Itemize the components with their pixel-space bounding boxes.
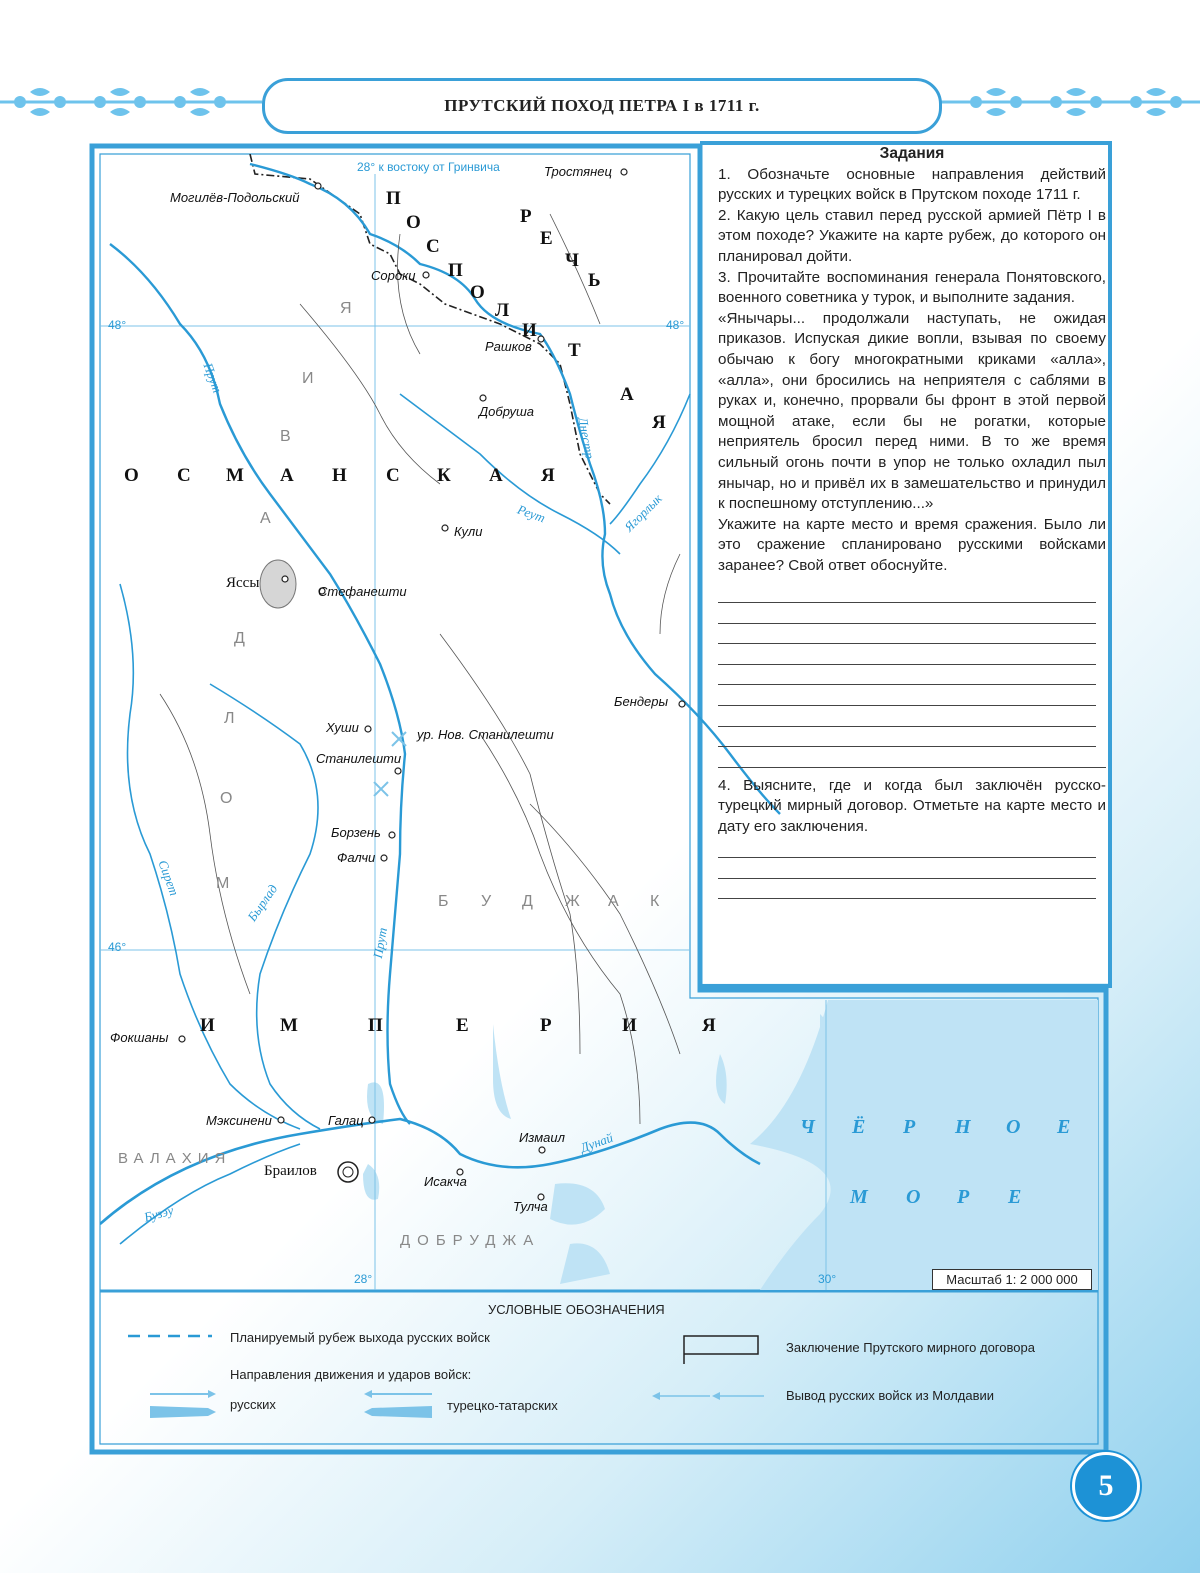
pospolitaya-letter-8: Т (568, 340, 581, 361)
sea2-letter-3: Р (957, 1186, 970, 1208)
pospolitaya-letter-5: О (470, 282, 485, 303)
city-dobrusha: Добруша (479, 404, 535, 419)
pospolitaya-letter-6: Л (495, 300, 510, 321)
city-mogilev: Могилёв-Подольский (170, 190, 300, 205)
brailov-fortress (338, 1162, 358, 1182)
legend-withdrawal: Вывод русских войск из Молдавии (786, 1388, 995, 1403)
river-dunay (100, 1119, 760, 1224)
sea2-letter-1: М (850, 1186, 868, 1208)
task-3-quote: «Янычары... продолжали наступать, не ожидая приказов. Испуская дикие вопли, взывая по своему обычаю к богу многократными криками «алла», «алла», они бросились на неприятеля с саблями в руках и, конечно, прорвали бы фронт в этой первой мощной атаке, если бы не рогатки, которые неприятель бросил перед ними. В то же время сильный огонь почти в упор не только охладил пыл янычар, но и привёл их в замешательство и принудил к поспешному отступлению...» (718, 309, 1106, 513)
city-bendery: Бендеры (614, 694, 669, 709)
osmanskaya-letter-5: Н (332, 465, 347, 486)
osmanskaya-letter-6: С (386, 465, 400, 486)
city-trostyanets: Тростянец (544, 164, 612, 179)
city-izmail: Измаил (519, 1130, 565, 1145)
budzhak-letter-4: Ж (565, 893, 580, 910)
scale-label: Масштаб 1: 2 000 000 (932, 1269, 1092, 1290)
russian-arrow-symbol (150, 1390, 216, 1418)
imperiya-letter-6: И (622, 1015, 637, 1036)
answer-line[interactable] (718, 582, 1096, 603)
budzhak-letter-5: А (608, 893, 619, 910)
imperiya-letter-5: Р (540, 1015, 552, 1036)
pospolitaya-letter-9: А (620, 384, 634, 405)
budzhak-letter-6: К (650, 893, 660, 910)
lon30-label: 30° (818, 1272, 837, 1286)
legend-title: УСЛОВНЫЕ ОБОЗНАЧЕНИЯ (488, 1302, 665, 1317)
task-4: 4. Выясните, где и когда был заключён русско-турецкий мирный договор. Отметьте на карте место и дату его заключения. (718, 776, 1106, 835)
answer-line[interactable] (718, 665, 1096, 686)
answer-line[interactable] (718, 624, 1096, 645)
imperiya-letter-1: И (200, 1015, 215, 1036)
city-galac: Галац (328, 1113, 364, 1128)
rech-letter-2: Е (540, 228, 553, 249)
imperiya-letter-2: М (280, 1015, 298, 1036)
sea-letter-4: Н (955, 1116, 971, 1138)
legend-treaty: Заключение Прутского мирного договора (786, 1340, 1035, 1355)
lake (363, 1164, 610, 1284)
city-brailov: Браилов (264, 1163, 317, 1179)
page-title: ПРУТСКИЙ ПОХОД ПЕТРА I в 1711 г. (262, 78, 942, 134)
valahiya-label: ВАЛАХИЯ (118, 1150, 232, 1167)
turkish-arrow-symbol (362, 1385, 442, 1425)
answer-line[interactable] (718, 838, 1096, 859)
budzhak-letter-3: Д (522, 893, 533, 910)
answer-line[interactable] (718, 858, 1096, 879)
task-2: 2. Какую цель ставил перед русской армией Пётр I в этом походе? Укажите на карте рубеж, до которого он планировал дойти. (718, 206, 1106, 265)
treaty-symbol (682, 1334, 762, 1366)
city-isakcha: Исакча (424, 1174, 467, 1189)
osmanskaya-letter-4: А (280, 465, 294, 486)
lat48-right: 48° (666, 318, 685, 332)
sea-letter-3: Р (903, 1116, 916, 1138)
page-number: 5 (1072, 1452, 1140, 1520)
city-yassy: Яссы (226, 575, 260, 591)
yassy-area (260, 560, 296, 608)
state-border (250, 154, 610, 504)
river-label-siret: Сирет (155, 858, 183, 898)
river-label-prut-south: Прут (369, 926, 391, 960)
osmanskaya-letter-9: Я (541, 465, 555, 486)
task-3: 3. Прочитайте воспоминания генерала Понятовского, военного советника у турок, и выполните задания. (718, 268, 1106, 307)
river-label-dnestr: Днестр (575, 415, 598, 460)
river-label-dunay: Дунай (578, 1129, 615, 1156)
river-prut (110, 244, 410, 1124)
river-label-prut-north: Прут (200, 360, 226, 395)
moldaviya-letter-7: И (302, 370, 314, 387)
pospolitaya-letter-3: С (426, 236, 440, 257)
osmanskaya-letter-2: С (177, 465, 191, 486)
answer-line[interactable] (718, 685, 1096, 706)
river-label-yagorlyk: Ягорлык (621, 490, 665, 535)
pospolitaya-letter-2: О (406, 212, 421, 233)
imperiya-letter-4: Е (456, 1015, 469, 1036)
tributaries (160, 214, 680, 1124)
lon28-label: 28° (354, 1272, 373, 1286)
rech-letter-4: Ь (588, 270, 601, 291)
sea-letter-6: Е (1057, 1116, 1071, 1138)
city-fokshany: Фокшаны (110, 1030, 169, 1045)
task-1: 1. Обозначьте основные направления действий русских и турецких войск в Прутском походе 1711 г. (718, 165, 1106, 204)
river-label-byrlad: Бырлад (244, 881, 281, 924)
city-hushi: Хуши (326, 720, 359, 735)
city-rashkov: Рашков (485, 339, 532, 354)
osmanskaya-letter-1: О (124, 465, 139, 486)
tasks-panel (718, 144, 1106, 899)
imperiya-letter-3: П (368, 1015, 383, 1036)
rech-letter-3: Ч (565, 250, 579, 271)
budzhak-letter-2: У (481, 893, 492, 910)
sea-letter-2: Ё (852, 1116, 866, 1138)
meridian-label: 28° к востоку от Гринвича (357, 160, 500, 174)
sea2-letter-4: Е (1008, 1186, 1022, 1208)
moldaviya-letter-1: М (216, 875, 230, 892)
city-soroki: Сороки (371, 268, 416, 283)
answer-line[interactable] (718, 727, 1096, 748)
legend-turkish: турецко-татарских (447, 1398, 558, 1413)
city-stanileshti: Станилешти (316, 751, 402, 766)
moldaviya-letter-5: А (260, 510, 271, 527)
sea-letter-5: О (1006, 1116, 1021, 1138)
sea2-letter-2: О (906, 1186, 921, 1208)
legend-planned-line: Планируемый рубеж выхода русских войск (230, 1330, 490, 1345)
pospolitaya-letter-7: И (522, 320, 537, 341)
pospolitaya-letter-1: П (386, 188, 401, 209)
task-3-question: Укажите на карте место и время сражения. Было ли это сражение спланировано русскими войсками заранее? Свой ответ обоснуйте. (718, 515, 1106, 574)
answer-line[interactable] (718, 747, 1106, 768)
budzhak-letter-1: Б (438, 893, 449, 910)
answer-line[interactable] (718, 603, 1096, 624)
sea-letter-1: Ч (800, 1116, 815, 1138)
city-markers (179, 169, 685, 1200)
legend-symbols-left (128, 1330, 218, 1420)
moldaviya-letter-2: О (220, 790, 233, 807)
river-dnestr (250, 164, 780, 814)
moldaviya-letter-8: Я (340, 300, 352, 317)
lat46-left: 46° (108, 940, 127, 954)
city-meksineni: Мэксинени (206, 1113, 272, 1128)
rech-letter-1: Р (520, 206, 532, 227)
river-siret (120, 584, 300, 1129)
moldaviya-letter-3: Л (224, 710, 235, 727)
withdrawal-symbol (652, 1388, 772, 1406)
osmanskaya-letter-7: К (437, 465, 451, 486)
city-stefaneshti: Стефанешти (318, 584, 407, 599)
lat48-left: 48° (108, 318, 127, 332)
moldaviya-letter-4: Д (234, 630, 245, 647)
dobrudzha-label: ДОБРУДЖА (400, 1232, 541, 1249)
river-label-buzeu: Бузэу (142, 1202, 175, 1225)
moldaviya-letter-6: В (280, 428, 291, 445)
legend-directions: Направления движения и ударов войск: (230, 1367, 472, 1382)
black-sea (750, 1000, 1098, 1290)
osmanskaya-letter-3: М (226, 465, 244, 486)
imperiya-letter-7: Я (702, 1015, 716, 1036)
city-tulcha: Тулча (513, 1199, 548, 1214)
city-borzen: Борзень (331, 825, 381, 840)
city-falchi: Фалчи (337, 850, 376, 865)
answer-line[interactable] (718, 644, 1096, 665)
legend-russian: русских (230, 1397, 276, 1412)
pospolitaya-letter-4: П (448, 260, 463, 281)
river-label-reut: Реут (515, 501, 548, 526)
answer-line[interactable] (718, 706, 1096, 727)
osmanskaya-letter-8: А (489, 465, 503, 486)
pospolitaya-letter-10: Я (652, 412, 666, 433)
city-kuli: Кули (454, 524, 483, 539)
city-nov-stanileshti: ур. Нов. Станилешти (417, 727, 554, 742)
answer-line[interactable] (718, 879, 1096, 900)
tasks-heading: Задания (879, 145, 945, 162)
